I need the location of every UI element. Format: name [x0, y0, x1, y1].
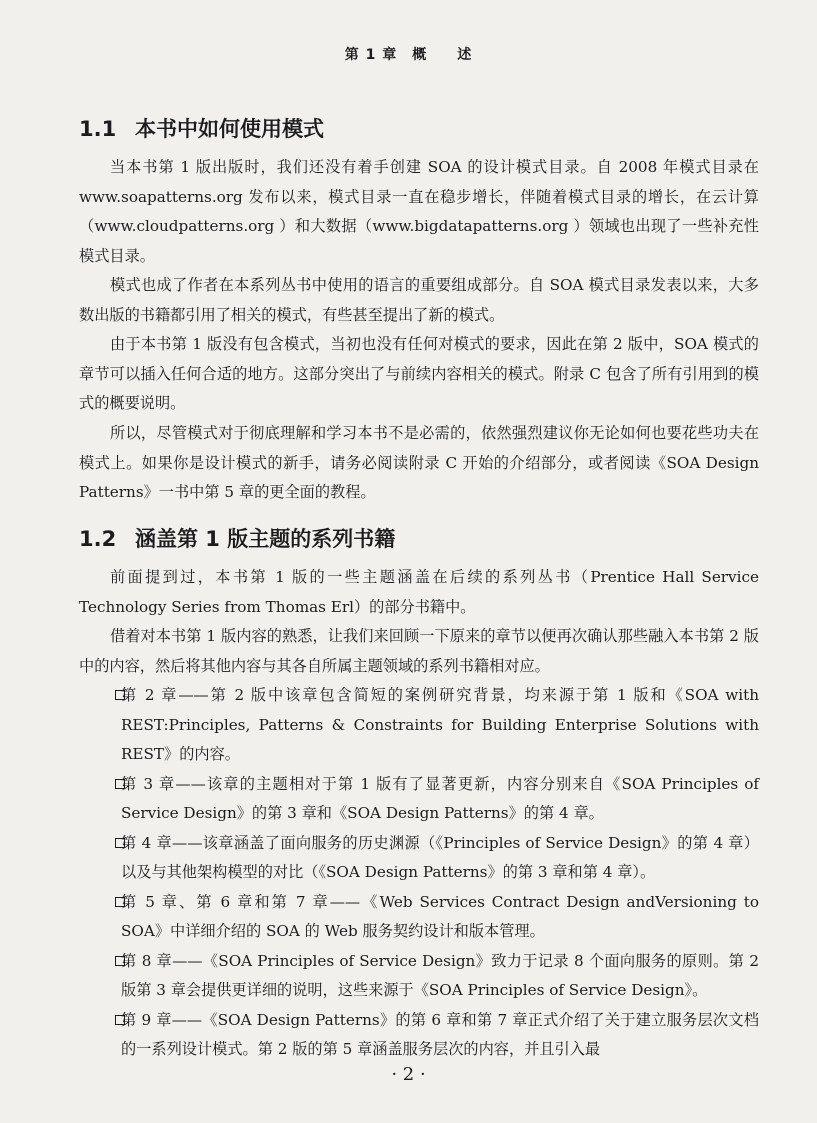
section-title: 涵盖第 1 版主题的系列书籍	[135, 527, 396, 551]
list-item	[79, 681, 759, 770]
list-item-text: 第 2 章——第 2 版中该章包含简短的案例研究背景，均来源于第 1 版和《SOA with REST:Principles, Patterns & Constraints for Building Enterprise Solutions with REST》的内容。	[121, 686, 759, 763]
section-title: 本书中如何使用模式	[135, 117, 324, 141]
checkbox-bullet-icon	[115, 690, 125, 700]
checkbox-bullet-icon	[115, 1015, 125, 1025]
running-head: 第 1 章 概 述	[344, 47, 473, 63]
list-item	[79, 947, 759, 1006]
paragraph: 当本书第 1 版出版时，我们还没有着手创建 SOA 的设计模式目录。自 2008 年模式目录在 www.soapatterns.org 发布以来，模式目录一直在稳步增长，伴随着模式目录的增长，在云计算（www.cloudpatterns.org ）和大数据（www.bigdatapatterns.org ）领域也出现了一些补充性模式目录。	[79, 158, 759, 265]
list-item-text: 第 8 章——《SOA Principles of Service Design》致力于记录 8 个面向服务的原则。第 2 版第 3 章会提供更详细的说明，这些来源于《SOA Principles of Service Design》。	[121, 951, 759, 999]
checkbox-bullet-icon	[115, 779, 125, 789]
section-number: 1.2	[79, 527, 117, 551]
list-item-text: 第 9 章——《SOA Design Patterns》的第 6 章和第 7 章正式介绍了关于建立服务层次文档的一系列设计模式。第 2 版的第 5 章涵盖服务层次的内容，并且引入最	[121, 1010, 759, 1058]
chapter-mapping-list	[79, 681, 759, 1065]
list-item	[79, 770, 759, 829]
checkbox-bullet-icon	[115, 897, 125, 907]
checkbox-bullet-icon	[115, 838, 125, 848]
list-item	[79, 1006, 759, 1065]
list-item-text: 第 4 章——该章涵盖了面向服务的历史渊源（《Principles of Service Design》的第 4 章）以及与其他架构模型的对比（《SOA Design Patterns》的第 3 章和第 4 章）。	[121, 833, 759, 881]
paragraph: 前面提到过，本书第 1 版的一些主题涵盖在后续的系列丛书（Prentice Hall Service Technology Series from Thomas Erl）的部分书籍中。	[79, 568, 759, 616]
section-number: 1.1	[79, 117, 117, 141]
section-heading-1-2	[79, 523, 395, 553]
page-number: · 2 ·	[391, 1064, 426, 1085]
list-item	[79, 888, 759, 947]
list-item-text: 第 3 章——该章的主题相对于第 1 版有了显著更新，内容分别来自《SOA Principles of Service Design》的第 3 章和《SOA Design Patterns》的第 4 章。	[121, 774, 759, 822]
paragraph: 借着对本书第 1 版内容的熟悉，让我们来回顾一下原来的章节以便再次确认那些融入本书第 2 版中的内容，然后将其他内容与其各自所属主题领域的系列书籍相对应。	[79, 627, 759, 675]
paragraph: 由于本书第 1 版没有包含模式，当初也没有任何对模式的要求，因此在第 2 版中，SOA 模式的章节可以插入任何合适的地方。这部分突出了与前续内容相关的模式。附录 C 包含了所有引用到的模式的概要说明。	[79, 335, 759, 412]
section-heading-1-1	[79, 113, 324, 143]
list-item-text: 第 5 章、第 6 章和第 7 章——《Web Services Contract Design andVersioning to SOA》中详细介绍的 SOA 的 Web 服务契约设计和版本管理。	[121, 892, 759, 940]
list-item	[79, 829, 759, 888]
paragraph: 所以，尽管模式对于彻底理解和学习本书不是必需的，依然强烈建议你无论如何也要花些功夫在模式上。如果你是设计模式的新手，请务必阅读附录 C 开始的介绍部分，或者阅读《SOA Design Patterns》一书中第 5 章的更全面的教程。	[79, 424, 759, 501]
checkbox-bullet-icon	[115, 956, 125, 966]
paragraph: 模式也成了作者在本系列丛书中使用的语言的重要组成部分。自 SOA 模式目录发表以来，大多数出版的书籍都引用了相关的模式，有些甚至提出了新的模式。	[79, 276, 759, 324]
